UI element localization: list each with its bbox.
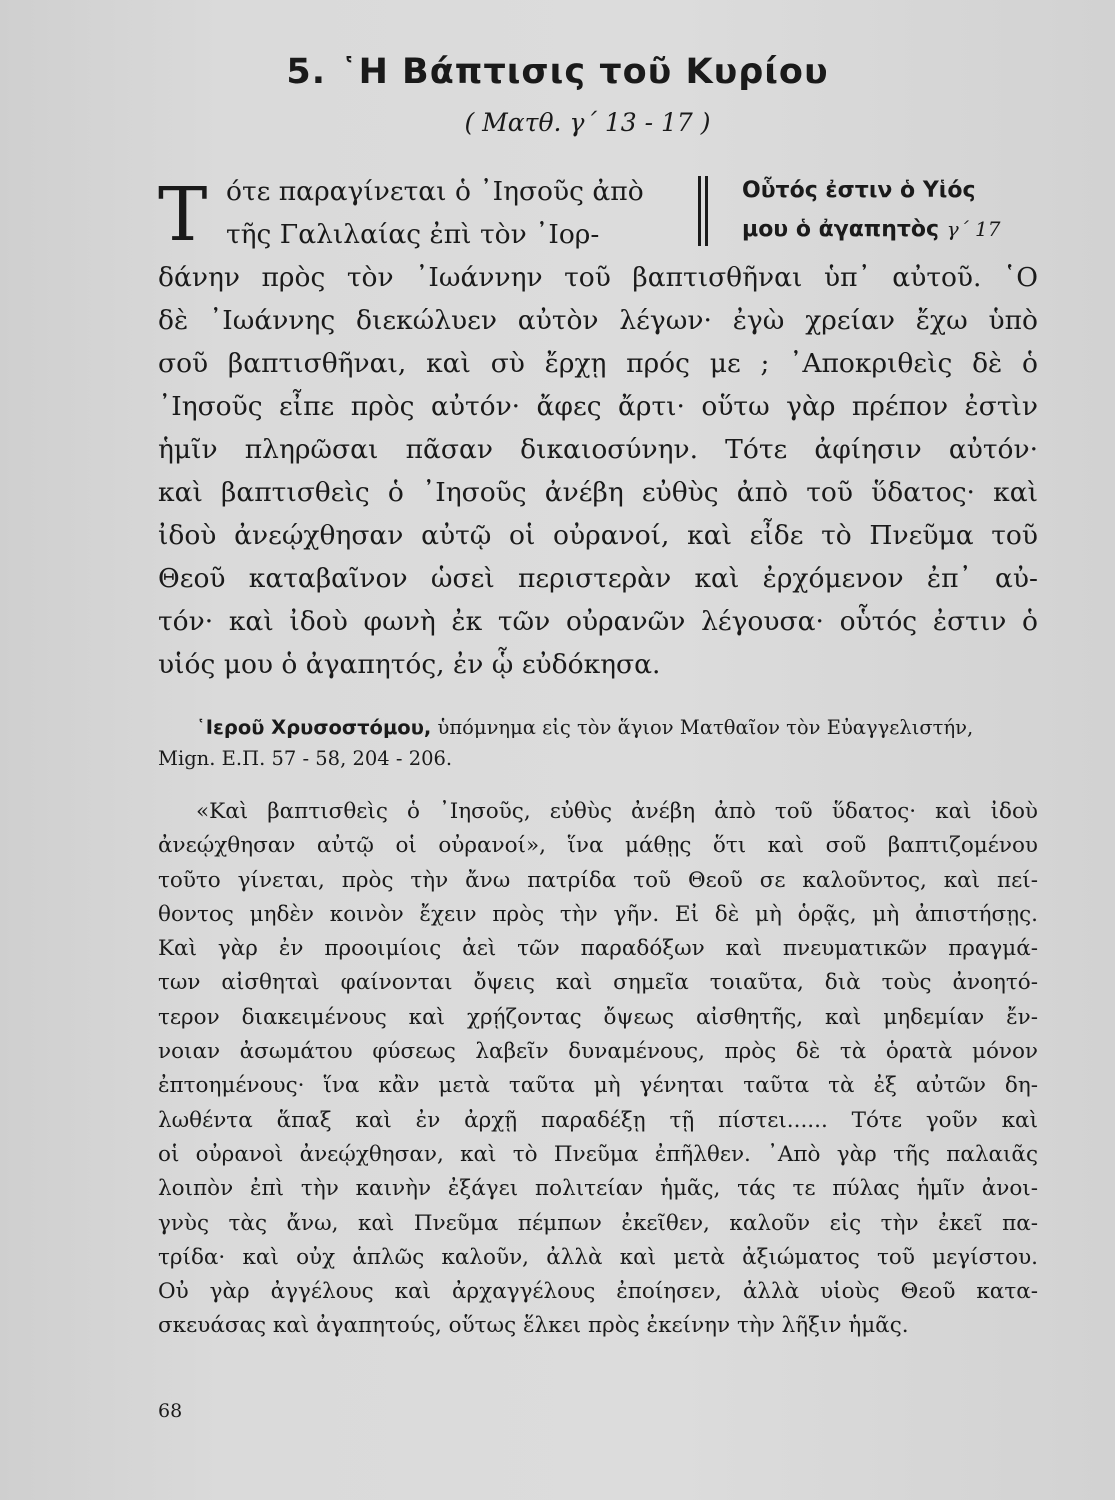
source-reference: Mign. Ε.Π. 57 - 58, 204 - 206.: [158, 747, 453, 770]
gospel-line: ἰδοὺ ἀνεῴχθησαν αὐτῷ οἱ οὐρανοί, καὶ εἶδε τὸ Πνεῦμα τοῦ: [158, 520, 1038, 551]
commentary-line: νοιαν ἀσωμάτου φύσεως λαβεῖν δυναμένους, πρὸς δὲ τὰ ὁρατὰ μόνον: [158, 1039, 1038, 1065]
gospel-line: δάνην πρὸς τὸν ᾿Ιωάννην τοῦ βαπτισθῆναι ὑπ᾿ αὐτοῦ. ῾Ο: [158, 262, 1038, 293]
commentary-line: λοιπὸν ἐπὶ τὴν καινὴν ἐξάγει πολιτείαν ἡμᾶς, τάς τε πύλας ἡμῖν ἀνοι-: [158, 1176, 1038, 1202]
commentary-line: σκευάσας καὶ ἀγαπητούς, οὕτως ἕλκει πρὸς ἐκείνην τὴν λῆξιν ἡμᾶς.: [158, 1313, 909, 1339]
commentary-line: θοντος μηδὲν κοινὸν ἔχειν πρὸς τὴν γῆν. Εἰ δὲ μὴ ὁρᾷς, μὴ ἀπιστήσῃς.: [158, 901, 1038, 927]
commentary-line: «Καὶ βαπτισθεὶς ὁ ᾿Ιησοῦς, εὐθὺς ἀνέβη ἀπὸ τοῦ ὕδατος· καὶ ἰδοὺ: [196, 799, 1038, 824]
margin-note-verse: γ΄ 17: [946, 217, 1001, 241]
commentary-line: Οὐ γὰρ ἀγγέλους καὶ ἀρχαγγέλους ἐποίησεν, ἀλλὰ υἱοὺς Θεοῦ κατα-: [158, 1279, 1038, 1305]
margin-note-line: Οὗτός ἐστιν ὁ Υἱός: [742, 178, 976, 203]
gospel-line: ᾿Ιησοῦς εἶπε πρὸς αὐτόν· ἄφες ἄρτι· οὕτω γὰρ πρέπον ἐστὶν: [158, 391, 1038, 422]
commentary-line: τοῦτο γίνεται, πρὸς τὴν ἄνω πατρίδα τοῦ Θεοῦ σε καλοῦντος, καὶ πεί-: [158, 867, 1038, 893]
drop-cap: Τ: [158, 172, 208, 258]
page-number: 68: [158, 1400, 183, 1422]
scripture-reference: ( Ματθ. γ΄ 13 - 17 ): [464, 108, 711, 137]
commentary-line: ἀνεῴχθησαν αὐτῷ οἱ οὐρανοί», ἵνα μάθῃς ὅτι καὶ σοῦ βαπτιζομένου: [158, 833, 1038, 859]
double-rule-divider: [698, 176, 708, 246]
commentary-line: τρίδα· καὶ οὐχ ἁπλῶς καλοῦν, ἀλλὰ καὶ μετὰ ἀξιώματος τοῦ μεγίστου.: [158, 1244, 1038, 1270]
chapter-heading: ῾Η Βάπτισις τοῦ Κυρίου: [340, 52, 829, 92]
gospel-line: καὶ βαπτισθεὶς ὁ ᾿Ιησοῦς ἀνέβη εὐθὺς ἀπὸ τοῦ ὕδατος· καὶ: [158, 477, 1038, 508]
commentary-line: των αἰσθηταὶ φαίνονται ὄψεις καὶ σημεῖα τοιαῦτα, διὰ τοὺς ἀνοητό-: [158, 970, 1038, 996]
commentary-line: γνὺς τὰς ἄνω, καὶ Πνεῦμα πέμπων ἐκεῖθεν, καλοῦν εἰς τὴν ἐκεῖ πα-: [158, 1210, 1038, 1236]
gospel-line: δὲ ᾿Ιωάννης διεκώλυεν αὐτὸν λέγων· ἐγὼ χρείαν ἔχω ὑπὸ: [158, 305, 1038, 336]
chapter-number: 5.: [286, 52, 327, 92]
gospel-line: τῆς Γαλιλαίας ἐπὶ τὸν ᾿Ιορ-: [226, 219, 600, 250]
gospel-line: ἡμῖν πληρῶσαι πᾶσαν δικαιοσύνην. Τότε ἀφίησιν αὐτόν·: [158, 434, 1038, 465]
opening-block: [158, 170, 1038, 256]
commentary-line: Καὶ γὰρ ἐν προοιμίοις ἀεὶ τῶν παραδόξων καὶ πνευματικῶν πραγμά-: [158, 936, 1038, 962]
commentary-line: οἱ οὐρανοὶ ἀνεῴχθησαν, καὶ τὸ Πνεῦμα ἐπῆλθεν. ᾿Απὸ γὰρ τῆς παλαιᾶς: [158, 1141, 1038, 1167]
gospel-line: τόν· καὶ ἰδοὺ φωνὴ ἐκ τῶν οὐρανῶν λέγουσα· οὗτός ἐστιν ὁ: [158, 606, 1038, 637]
source-citation: [158, 712, 1038, 774]
margin-note-line: μου ὁ ἀγαπητὸς: [742, 217, 940, 242]
gospel-line: Θεοῦ καταβαῖνον ὡσεὶ περιστερὰν καὶ ἐρχόμενον ἐπ᾿ αὐ-: [158, 563, 1038, 594]
commentary-line: λωθέντα ἅπαξ καὶ ἐν ἀρχῇ παραδέξῃ τῇ πίστει...... Τότε γοῦν καὶ: [158, 1107, 1038, 1133]
commentary-line: ἐπτοημένους· ἵνα κἂν μετὰ ταῦτα μὴ γένηται ταῦτα τὰ ἐξ αὐτῶν δη-: [158, 1073, 1038, 1099]
source-work: ὑπόμνημα εἰς τὸν ἅγιον Ματθαῖον τὸν Εὐαγγελιστήν,: [437, 716, 974, 739]
gospel-line: υἱός μου ὁ ἀγαπητός, ἐν ᾧ εὐδόκησα.: [158, 649, 661, 680]
margin-note: [742, 172, 1042, 249]
source-author: ῾Ιεροῦ Χρυσοστόμου,: [196, 716, 432, 739]
commentary-text: [158, 795, 1038, 1344]
commentary-line: τερον διακειμένους καὶ χρῄζοντας ὄψεως αἰσθητῆς, καὶ μηδεμίαν ἔν-: [158, 1004, 1038, 1030]
gospel-passage: [158, 170, 1038, 686]
gospel-line: ότε παραγίνεται ὁ ᾿Ιησοῦς ἀπὸ: [226, 176, 644, 207]
chapter-title: [0, 52, 1115, 92]
gospel-line: σοῦ βαπτισθῆναι, καὶ σὺ ἔρχῃ πρός με ; ᾿Αποκριθεὶς δὲ ὁ: [158, 348, 1038, 379]
